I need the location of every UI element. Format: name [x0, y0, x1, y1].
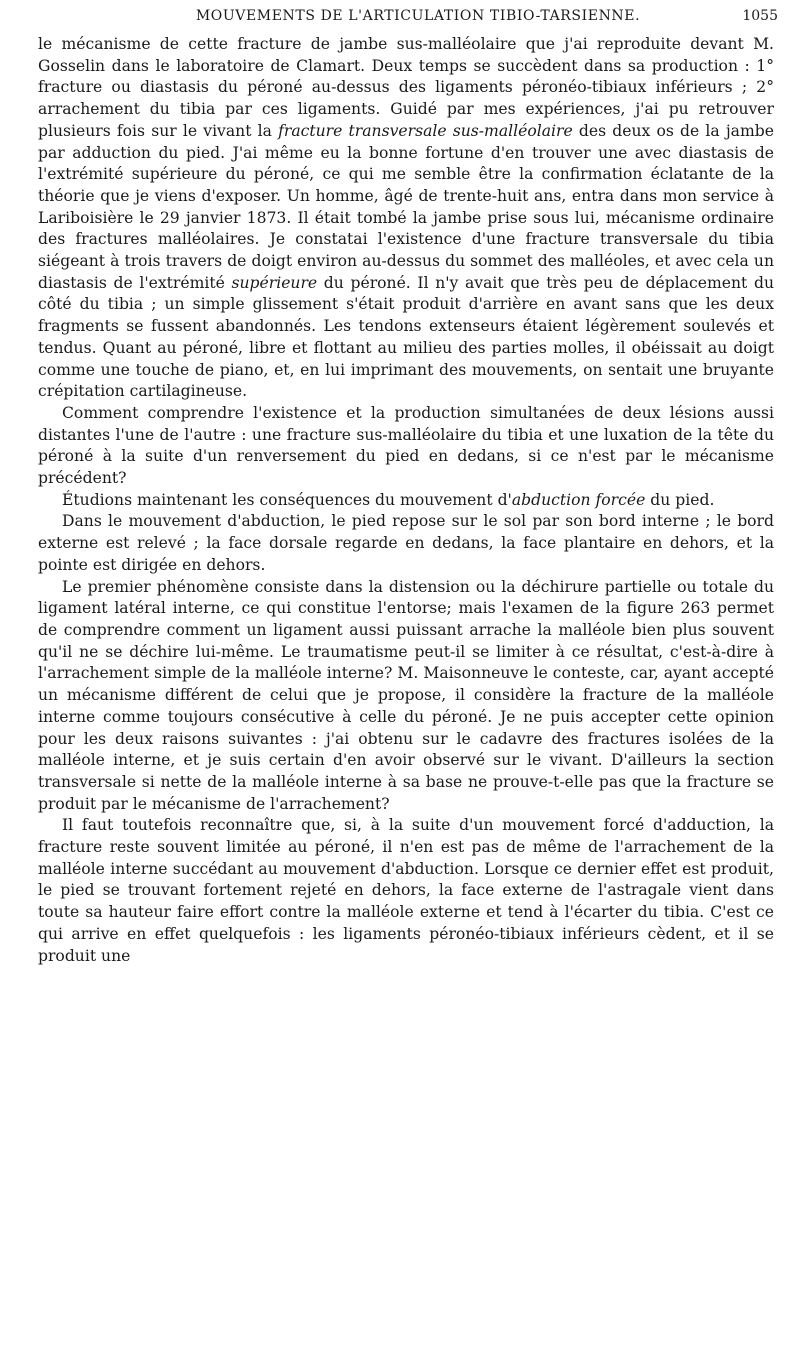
- paragraph-4: Dans le mouvement d'abduction, le pied repose sur le sol par son bord interne ; le bord externe est relevé ; la face dorsale regarde en dedans, la face plantaire en dehors, et la pointe est dirigée en dehors.: [38, 512, 774, 574]
- paragraph-1-part-b: des deux os de la jambe par adduction du pied. J'ai même eu la bonne fortune d'en trouver une avec diastasis de l'extrémité supérieure du péroné, ce qui me semble être la confirmation éclatante de la théorie que je viens d'exposer. Un homme, âgé de trente-huit ans, entra dans mon service à Lariboisière le 29 janvier 1873. Il était tombé la jambe prise sous lui, mécanisme ordinaire des fractures malléolaires. Je constatai l'existence d'une fracture transversale du tibia siégeant à trois travers de doigt environ au-dessus du sommet des malléoles, et avec cela un diastasis de l'extrémité: [38, 121, 774, 292]
- paragraph-2: Comment comprendre l'existence et la production simultanées de deux lésions aussi distantes l'une de l'autre : une fracture sus-malléolaire du tibia et une luxation de la tête du péroné à la suite d'un renversement du pied en dedans, si ce n'est par le mécanisme précédent?: [38, 403, 774, 488]
- running-head: [38, 8, 778, 30]
- paragraph-5: Le premier phénomène consiste dans la distension ou la déchirure partielle ou totale du ligament latéral interne, ce qui constitue l'entorse; mais l'examen de la figure 263 permet de comprendre comment un ligament aussi puissant arrache la malléole bien plus souvent qu'il ne se déchire lui-même. Le traumatisme peut-il se limiter à ce résultat, c'est-à-dire à l'arrachement simple de la malléole interne? M. Maisonneuve le conteste, car, ayant accepté un mécanisme différent de celui que je propose, il considère la fracture de la malléole interne comme toujours consécutive à celle du péroné. Je ne puis accepter cette opinion pour les deux raisons suivantes : j'ai obtenu sur le cadavre des fractures isolées de la malléole interne, et je suis certain d'en avoir observé sur le vivant. D'ailleurs la section transversale si nette de la malléole interne à sa base ne prouve-t-elle pas que la fracture se produit par le mécanisme de l'arrachement?: [38, 577, 774, 813]
- body-text: [38, 34, 774, 967]
- emphasis-superieure: supérieure: [231, 273, 318, 292]
- emphasis-abduction-forcee: abduction forcée: [511, 490, 646, 509]
- page-number: 1055: [742, 8, 778, 24]
- paragraph-1-part-c: du péroné. Il n'y avait que très peu de déplacement du côté du tibia ; un simple glissement s'était produit d'arrière en avant sans que les deux fragments se fussent abandonnés. Les tendons extenseurs étaient légèrement soulevés et tendus. Quant au péroné, libre et flottant au milieu des parties molles, il obéissait au doigt comme une touche de piano, et, en lui imprimant des mouvements, on sentait une bruyante crépitation cartilagineuse.: [38, 273, 774, 401]
- paragraph-3-part-b: du pied.: [645, 490, 715, 509]
- paragraph-1: [38, 34, 774, 403]
- emphasis-fracture-transversale: fracture transversale sus-malléolaire: [278, 121, 573, 140]
- paragraph-3-part-a: Étudions maintenant les conséquences du mouvement d': [62, 490, 512, 509]
- paragraph-6: Il faut toutefois reconnaître que, si, à la suite d'un mouvement forcé d'adduction, la fracture reste souvent limitée au péroné, il n'en est pas de même de l'arrachement de la malléole interne succédant au mouvement d'abduction. Lorsque ce dernier effet est produit, le pied se trouvant fortement rejeté en dehors, la face externe de l'astragale vient dans toute sa hauteur faire effort contre la malléole externe et tend à l'écarter du tibia. C'est ce qui arrive en effet quelquefois : les ligaments péronéo-tibiaux inférieurs cèdent, et il se produit une: [38, 816, 774, 965]
- paragraph-3: [38, 490, 774, 512]
- paragraph-1-part-a: le mécanisme de cette fracture de jambe sus-malléolaire que j'ai reproduite devant M. Gosselin dans le laboratoire de Clamart. Deux temps se succèdent dans sa production : 1° fracture ou diastasis du péroné au-dessus des ligaments péronéo-tibiaux inférieurs ; 2° arrachement du tibia par ces ligaments. Guidé par mes expériences, j'ai pu retrouver plusieurs fois sur le vivant la: [38, 35, 774, 140]
- running-title: MOUVEMENTS DE L'ARTICULATION TIBIO-TARSIENNE.: [195, 8, 641, 24]
